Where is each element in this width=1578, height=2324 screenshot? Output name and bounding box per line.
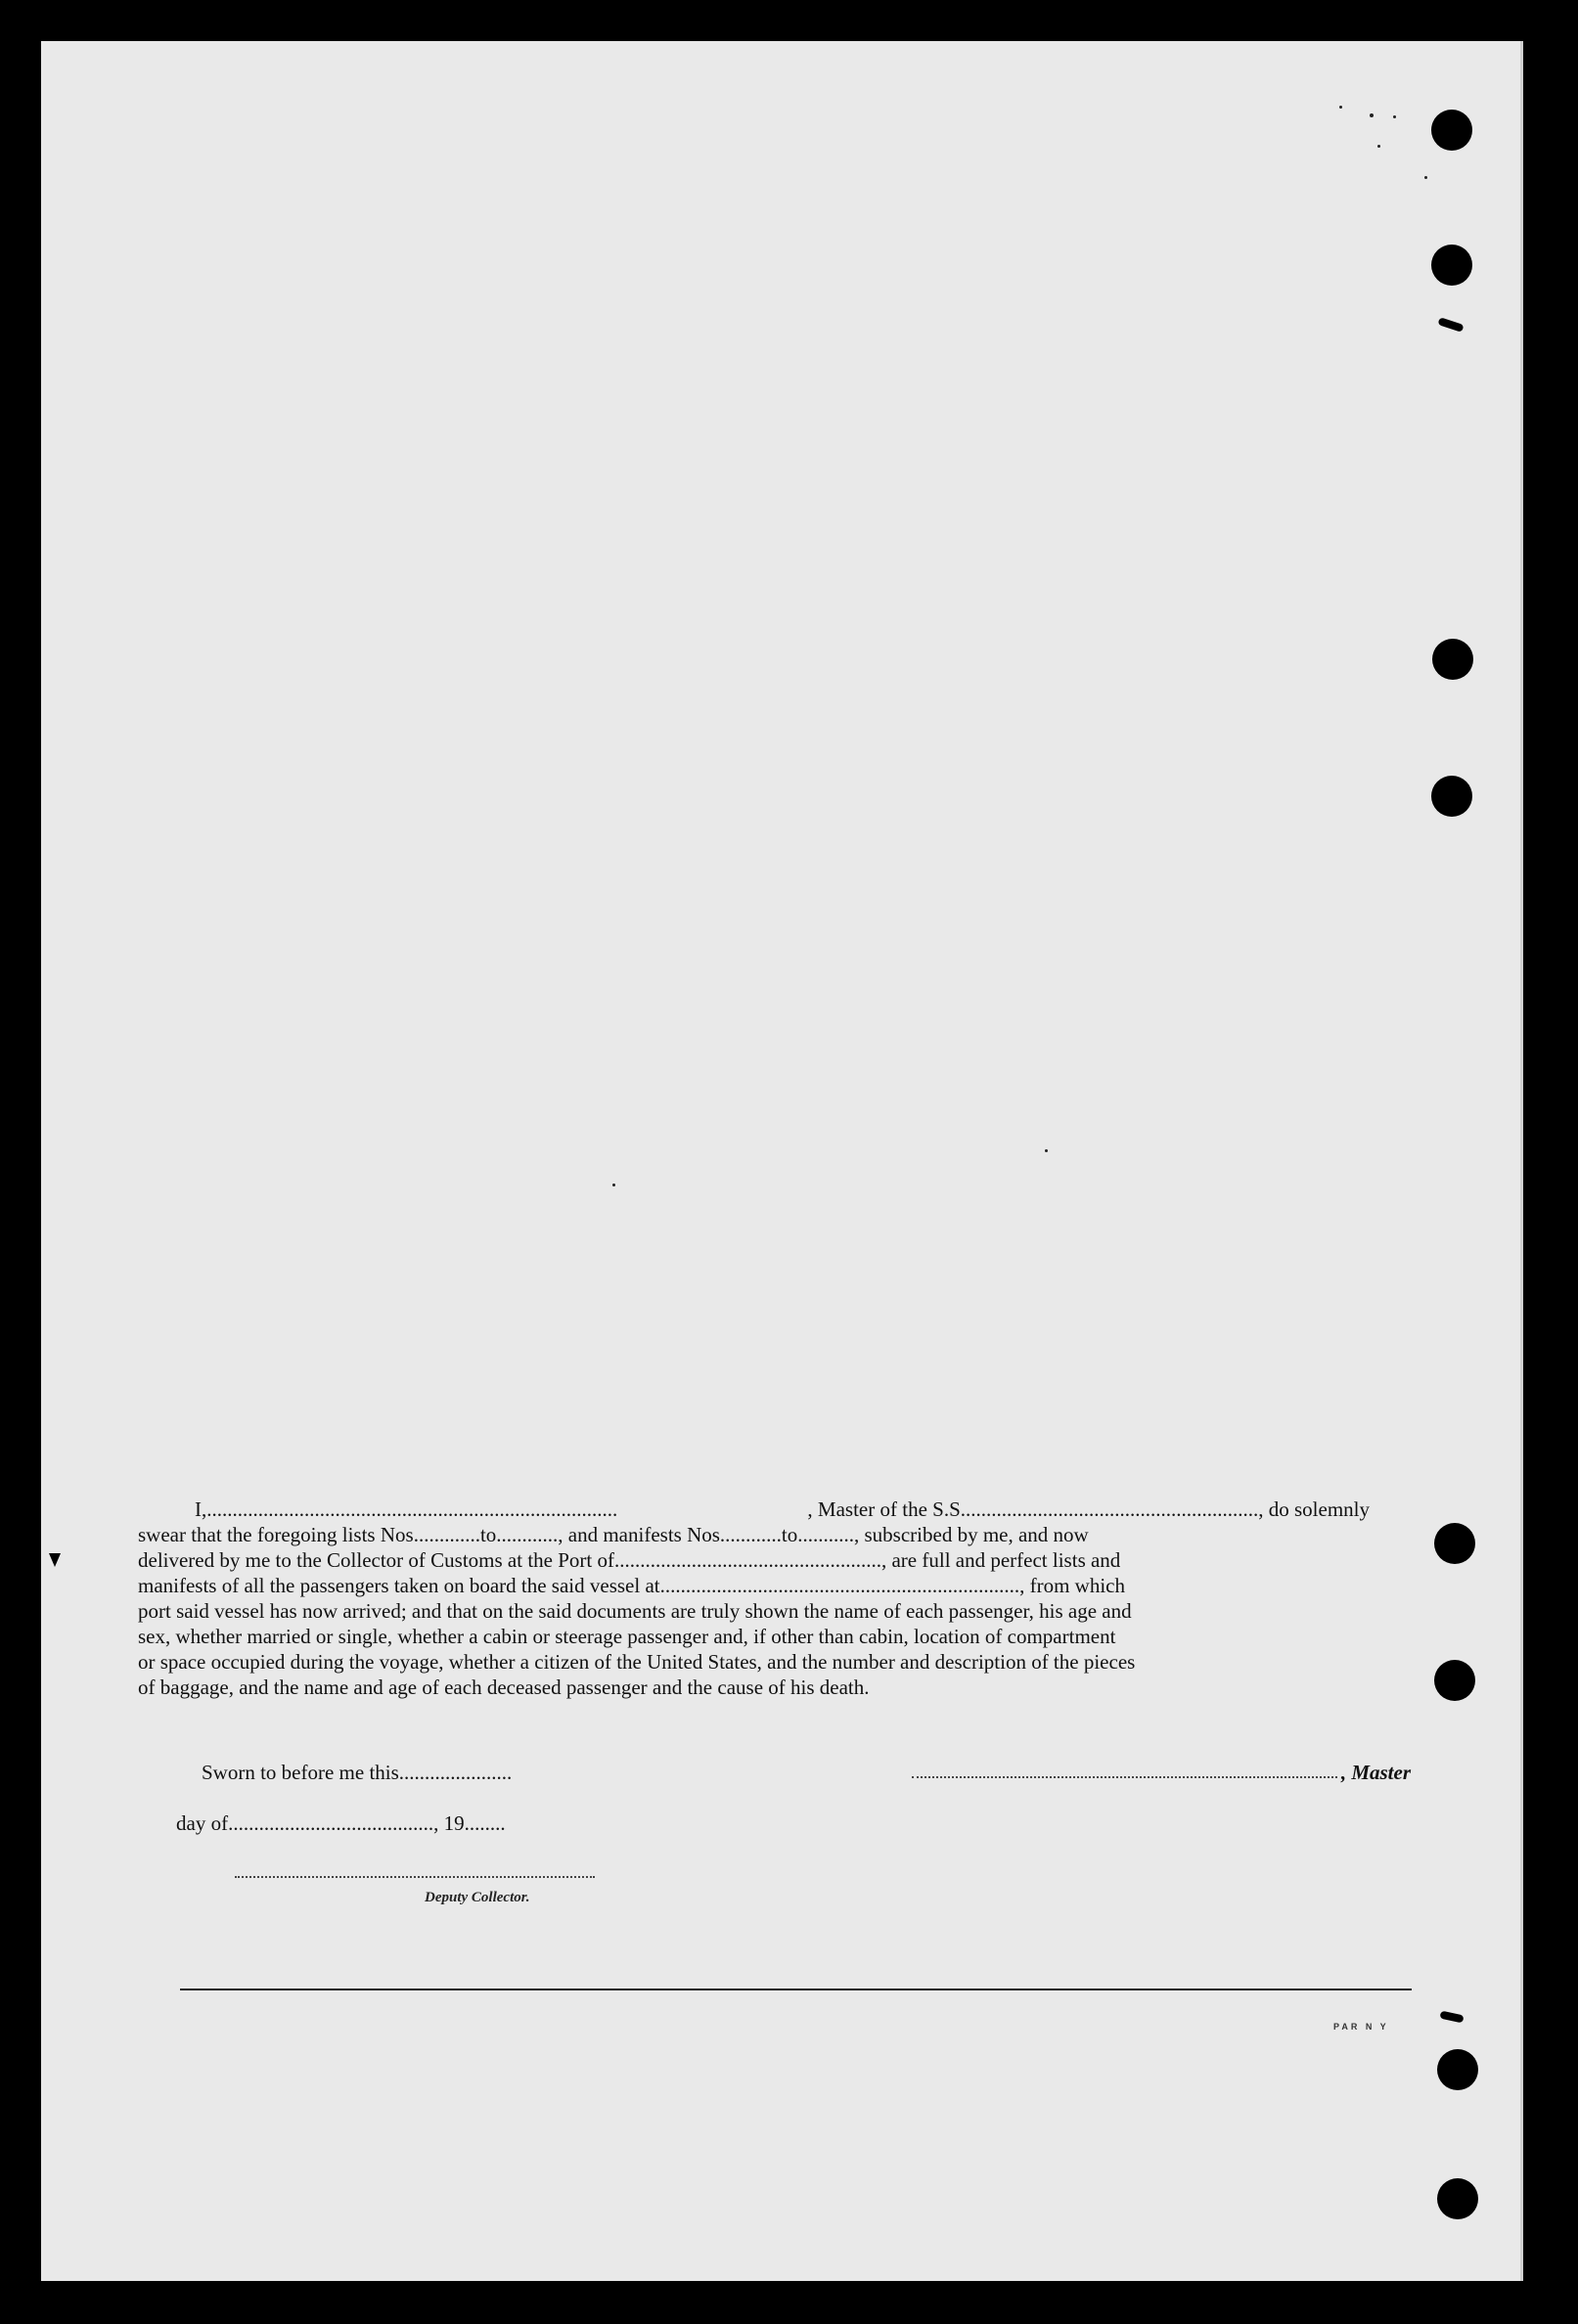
punch-hole	[1431, 110, 1472, 151]
oath-line-text: port said vessel has now arrived; and that on the said documents are truly shown the name of each passenger, his age and	[138, 1599, 1132, 1623]
speck	[1370, 113, 1374, 117]
oath-line-text: delivered by me to the Collector of Customs at the Port of...................................................., are full and perfect lists and	[138, 1548, 1121, 1572]
oath-line	[138, 1522, 1370, 1547]
signature-dots	[912, 1761, 1337, 1778]
punch-hole	[1434, 1523, 1475, 1564]
deputy-collector-label: Deputy Collector.	[425, 1890, 530, 1905]
master-signature-line	[912, 1761, 1411, 1785]
oath-line	[138, 1675, 1370, 1700]
printer-mark: PAR N Y	[1333, 2022, 1389, 2032]
master-label: , Master	[1340, 1761, 1411, 1784]
oath-paragraph	[138, 1497, 1370, 1700]
punch-hole	[1434, 1660, 1475, 1701]
speck	[1339, 106, 1342, 109]
edge-mark	[49, 1553, 61, 1567]
punch-hole	[1437, 2049, 1478, 2090]
oath-line-text: of baggage, and the name and age of each deceased passenger and the cause of his death.	[138, 1676, 870, 1699]
speck	[612, 1184, 615, 1186]
oath-line-text: sex, whether married or single, whether a cabin or steerage passenger and, if other than cabin, location of compartment	[138, 1625, 1116, 1648]
punch-hole	[1437, 2178, 1478, 2219]
oath-line-text: or space occupied during the voyage, whether a citizen of the United States, and the number and description of the pieces	[138, 1650, 1136, 1674]
oath-line-text: manifests of all the passengers taken on board the said vessel at......................................................................, from which	[138, 1574, 1125, 1597]
oath-line	[138, 1547, 1370, 1573]
deputy-signature-dots	[235, 1876, 595, 1878]
day-of-line: day of........................................, 19........	[176, 1811, 506, 1835]
sworn-line: Sworn to before me this......................	[202, 1761, 513, 1784]
speck	[1045, 1149, 1048, 1152]
speck	[1424, 176, 1427, 179]
document-page	[41, 41, 1523, 2281]
speck	[1393, 115, 1396, 118]
oath-line	[138, 1598, 1370, 1624]
oath-line	[138, 1497, 1370, 1522]
punch-hole	[1431, 245, 1472, 286]
oath-line	[138, 1649, 1370, 1675]
speck	[1377, 145, 1380, 148]
oath-line-text: , Master of the S.S.........................................................., do solemnly	[807, 1497, 1370, 1521]
oath-line-text: swear that the foregoing lists Nos.............to............, and manifests Nos............to..........., subscribed by me, and now	[138, 1523, 1089, 1546]
punch-hole	[1432, 639, 1473, 680]
punch-hole	[1431, 776, 1472, 817]
oath-line-text: I,................................................................................	[195, 1497, 618, 1521]
oath-line	[138, 1573, 1370, 1598]
oath-line	[138, 1624, 1370, 1649]
horizontal-rule	[180, 1989, 1412, 1990]
